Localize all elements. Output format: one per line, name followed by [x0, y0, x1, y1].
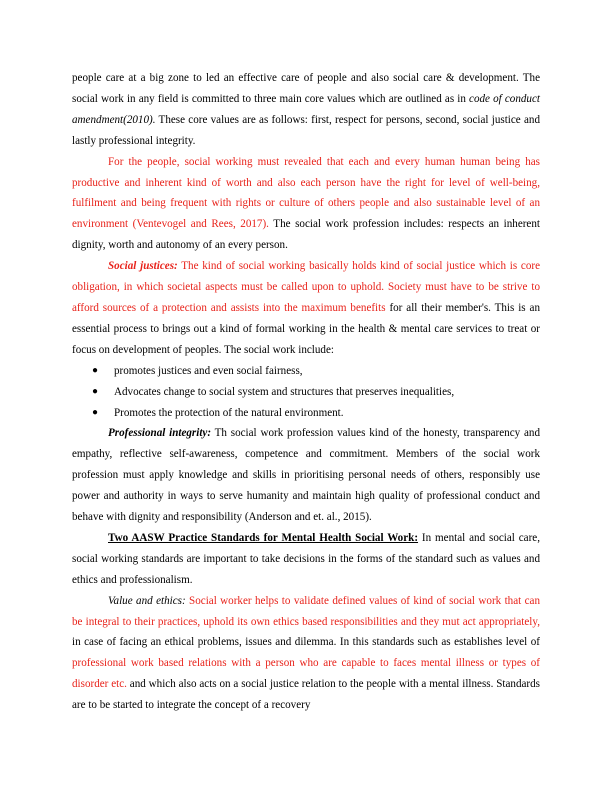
- bullet-icon: ●: [92, 385, 99, 397]
- paragraph-text: and which also acts on a social justice relation to the people with a mental illness. Standards are to be started to integrate the concept of a recovery: [72, 678, 540, 712]
- highlighted-text: professional work based relations with a person who are capable to faces mental illness or types of disorder etc.: [72, 657, 540, 691]
- paragraph-value-and-ethics: [72, 591, 540, 716]
- highlighted-text: The kind of social working basically holds kind of social justice which is core obligation, in which societal aspects must be called upon to uphold. Society must have to be strive to afford sources of a protection and assists into the maximum benefits: [72, 260, 540, 314]
- section-heading-professional-integrity: Professional integrity:: [108, 427, 212, 440]
- list-item: [72, 403, 540, 424]
- paragraph-text: The social work profession includes: respects an inherent dignity, worth and autonomy of an every person.: [72, 218, 540, 252]
- section-heading-aasw-standards: Two AASW Practice Standards for Mental Health Social Work:: [108, 531, 419, 544]
- bullet-icon: ●: [92, 364, 99, 376]
- list-item-text: Advocates change to social system and structures that preserves inequalities,: [114, 385, 455, 398]
- list-item-text: promotes justices and even social fairness,: [114, 364, 303, 377]
- paragraph-professional-integrity: [72, 423, 540, 528]
- highlighted-text: For the people, social working must revealed that each and every human human being has productive and inherent kind of worth and also each person have the right for level of well-being, fulfilment and being frequent with rights or culture of others people and also sustainable level of an environment (Ventevogel and Rees, 2017).: [72, 155, 540, 231]
- paragraph-respect-for-persons: [72, 152, 540, 257]
- list-item: [72, 382, 540, 403]
- list-item: [72, 361, 540, 382]
- paragraph-text: In mental and social care, social working standards are important to take decisions in the forms of the standard such as values and ethics and professionalism.: [72, 531, 540, 586]
- highlighted-text: Social worker helps to validate defined values of kind of social work that can be integral to their practices, uphold its own ethics based responsibilities and they mut act appropriately,: [72, 594, 541, 628]
- section-heading-social-justices: Social justices:: [108, 260, 178, 273]
- citation-code-of-conduct: code of conduct amendment(2010).: [72, 92, 540, 126]
- paragraph-text: for all their member's. This is an essential process to brings out a kind of formal working in the health & mental care services to treat or focus on development of peoples. The social work include:: [72, 301, 540, 356]
- paragraph-text: These core values are as follows: first, respect for persons, second, social justice and lastly professional integrity.: [72, 113, 540, 147]
- bullet-list: [72, 361, 540, 424]
- paragraph-social-justices: [72, 256, 540, 361]
- paragraph-core-values: [72, 68, 540, 152]
- list-item-text: Promotes the protection of the natural environment.: [114, 406, 344, 419]
- paragraph-text: people care at a big zone to led an effective care of people and also social care & development. The social work in any field is committed to three main core values which are outlined as in: [72, 72, 540, 105]
- paragraph-text: Th social work profession values kind of the honesty, transparency and empathy, reflective self-awareness, competence and commitment. Members of the social work profession must apply knowledge and skills in prioritising personal needs of others, responsibly use power and authority in ways to serve humanity and maintain high quality of professional conduct and behave with dignity and responsibility (Anderson and et. al., 2015).: [72, 427, 540, 524]
- paragraph-text: in case of facing an ethical problems, issues and dilemma. In this standards such as establishes level of: [72, 636, 540, 649]
- bullet-icon: ●: [92, 406, 99, 418]
- paragraph-aasw-standards: [72, 528, 540, 591]
- section-heading-value-and-ethics: Value and ethics:: [108, 594, 186, 607]
